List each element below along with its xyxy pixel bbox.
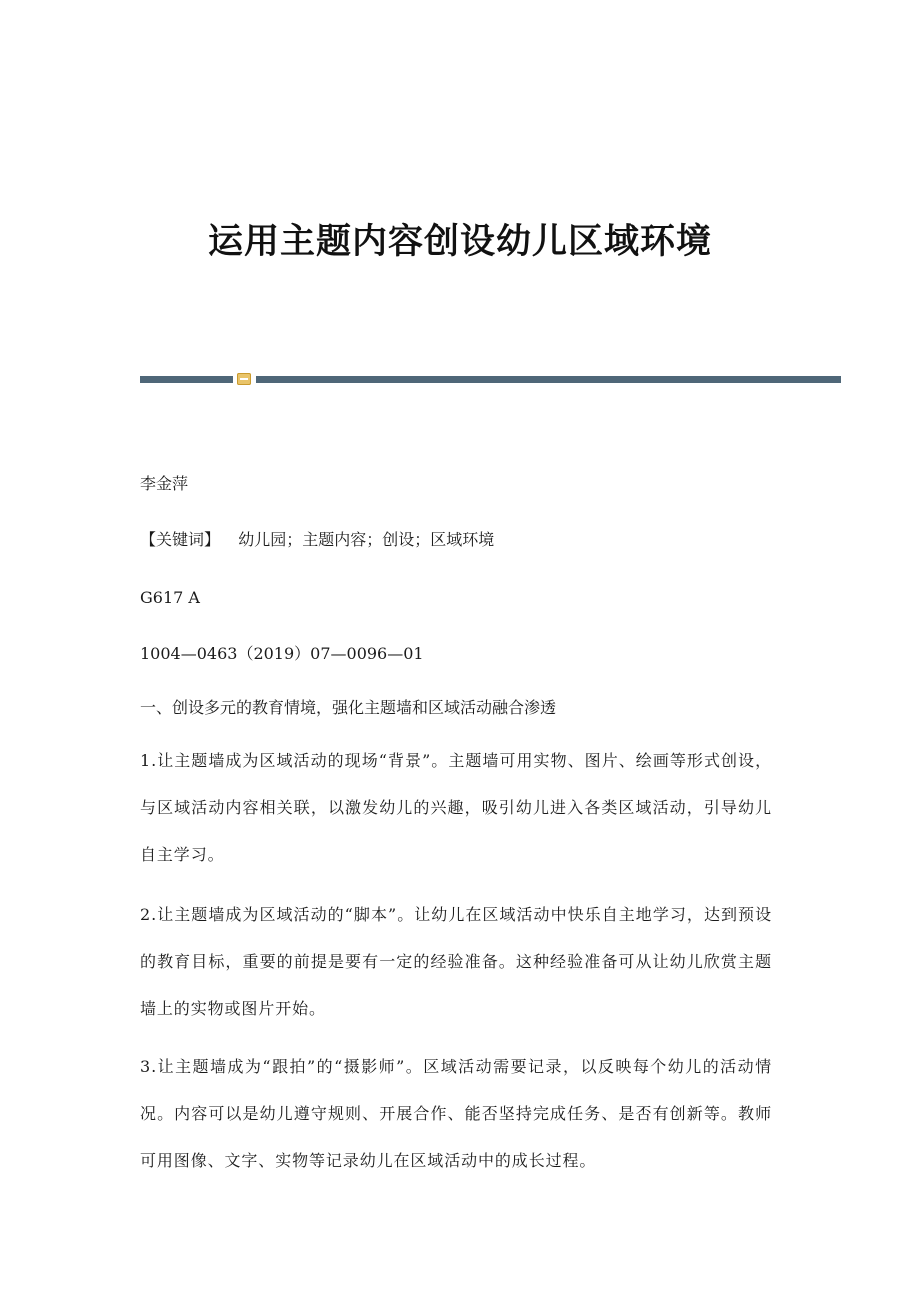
keywords-text: 幼儿园；主题内容；创设；区域环境 bbox=[238, 530, 495, 549]
paragraph-3: 3.让主题墙成为“跟拍”的“摄影师”。区域活动需要记录，以反映每个幼儿的活动情况。内容可以是幼儿遵守规则、开展合作、能否坚持完成任务、是否有创新等。教师可用图像、文字、实物等记录幼儿在区域活动中的成长过程。 bbox=[140, 1057, 772, 1170]
title-divider bbox=[140, 373, 841, 385]
keywords-line bbox=[140, 526, 780, 554]
paragraph-1: 1.让主题墙成为区域活动的现场“背景”。主题墙可用实物、图片、绘画等形式创设，与区域活动内容相关联，以激发幼儿的兴趣，吸引幼儿进入各类区域活动，引导幼儿自主学习。 bbox=[140, 751, 772, 864]
divider-bar-left bbox=[140, 376, 233, 383]
section-heading: 一、创设多元的教育情境，强化主题墙和区域活动融合渗透 bbox=[140, 698, 557, 717]
author-name: 李金萍 bbox=[140, 474, 189, 493]
issn-line: 1004—0463（2019）07—0096—01 bbox=[140, 644, 424, 663]
paragraph-2: 2.让主题墙成为区域活动的“脚本”。让幼儿在区域活动中快乐自主地学习，达到预设的教育目标，重要的前提是要有一定的经验准备。这种经验准备可从让幼儿欣赏主题墙上的实物或图片开始。 bbox=[140, 905, 772, 1018]
divider-bar-right bbox=[256, 376, 841, 383]
keywords-label: 【关键词】 bbox=[140, 530, 221, 549]
divider-ornament-icon bbox=[237, 373, 251, 385]
document-title: 运用主题内容创设幼儿区域环境 bbox=[207, 221, 712, 262]
classification-code: G617 A bbox=[140, 588, 200, 607]
